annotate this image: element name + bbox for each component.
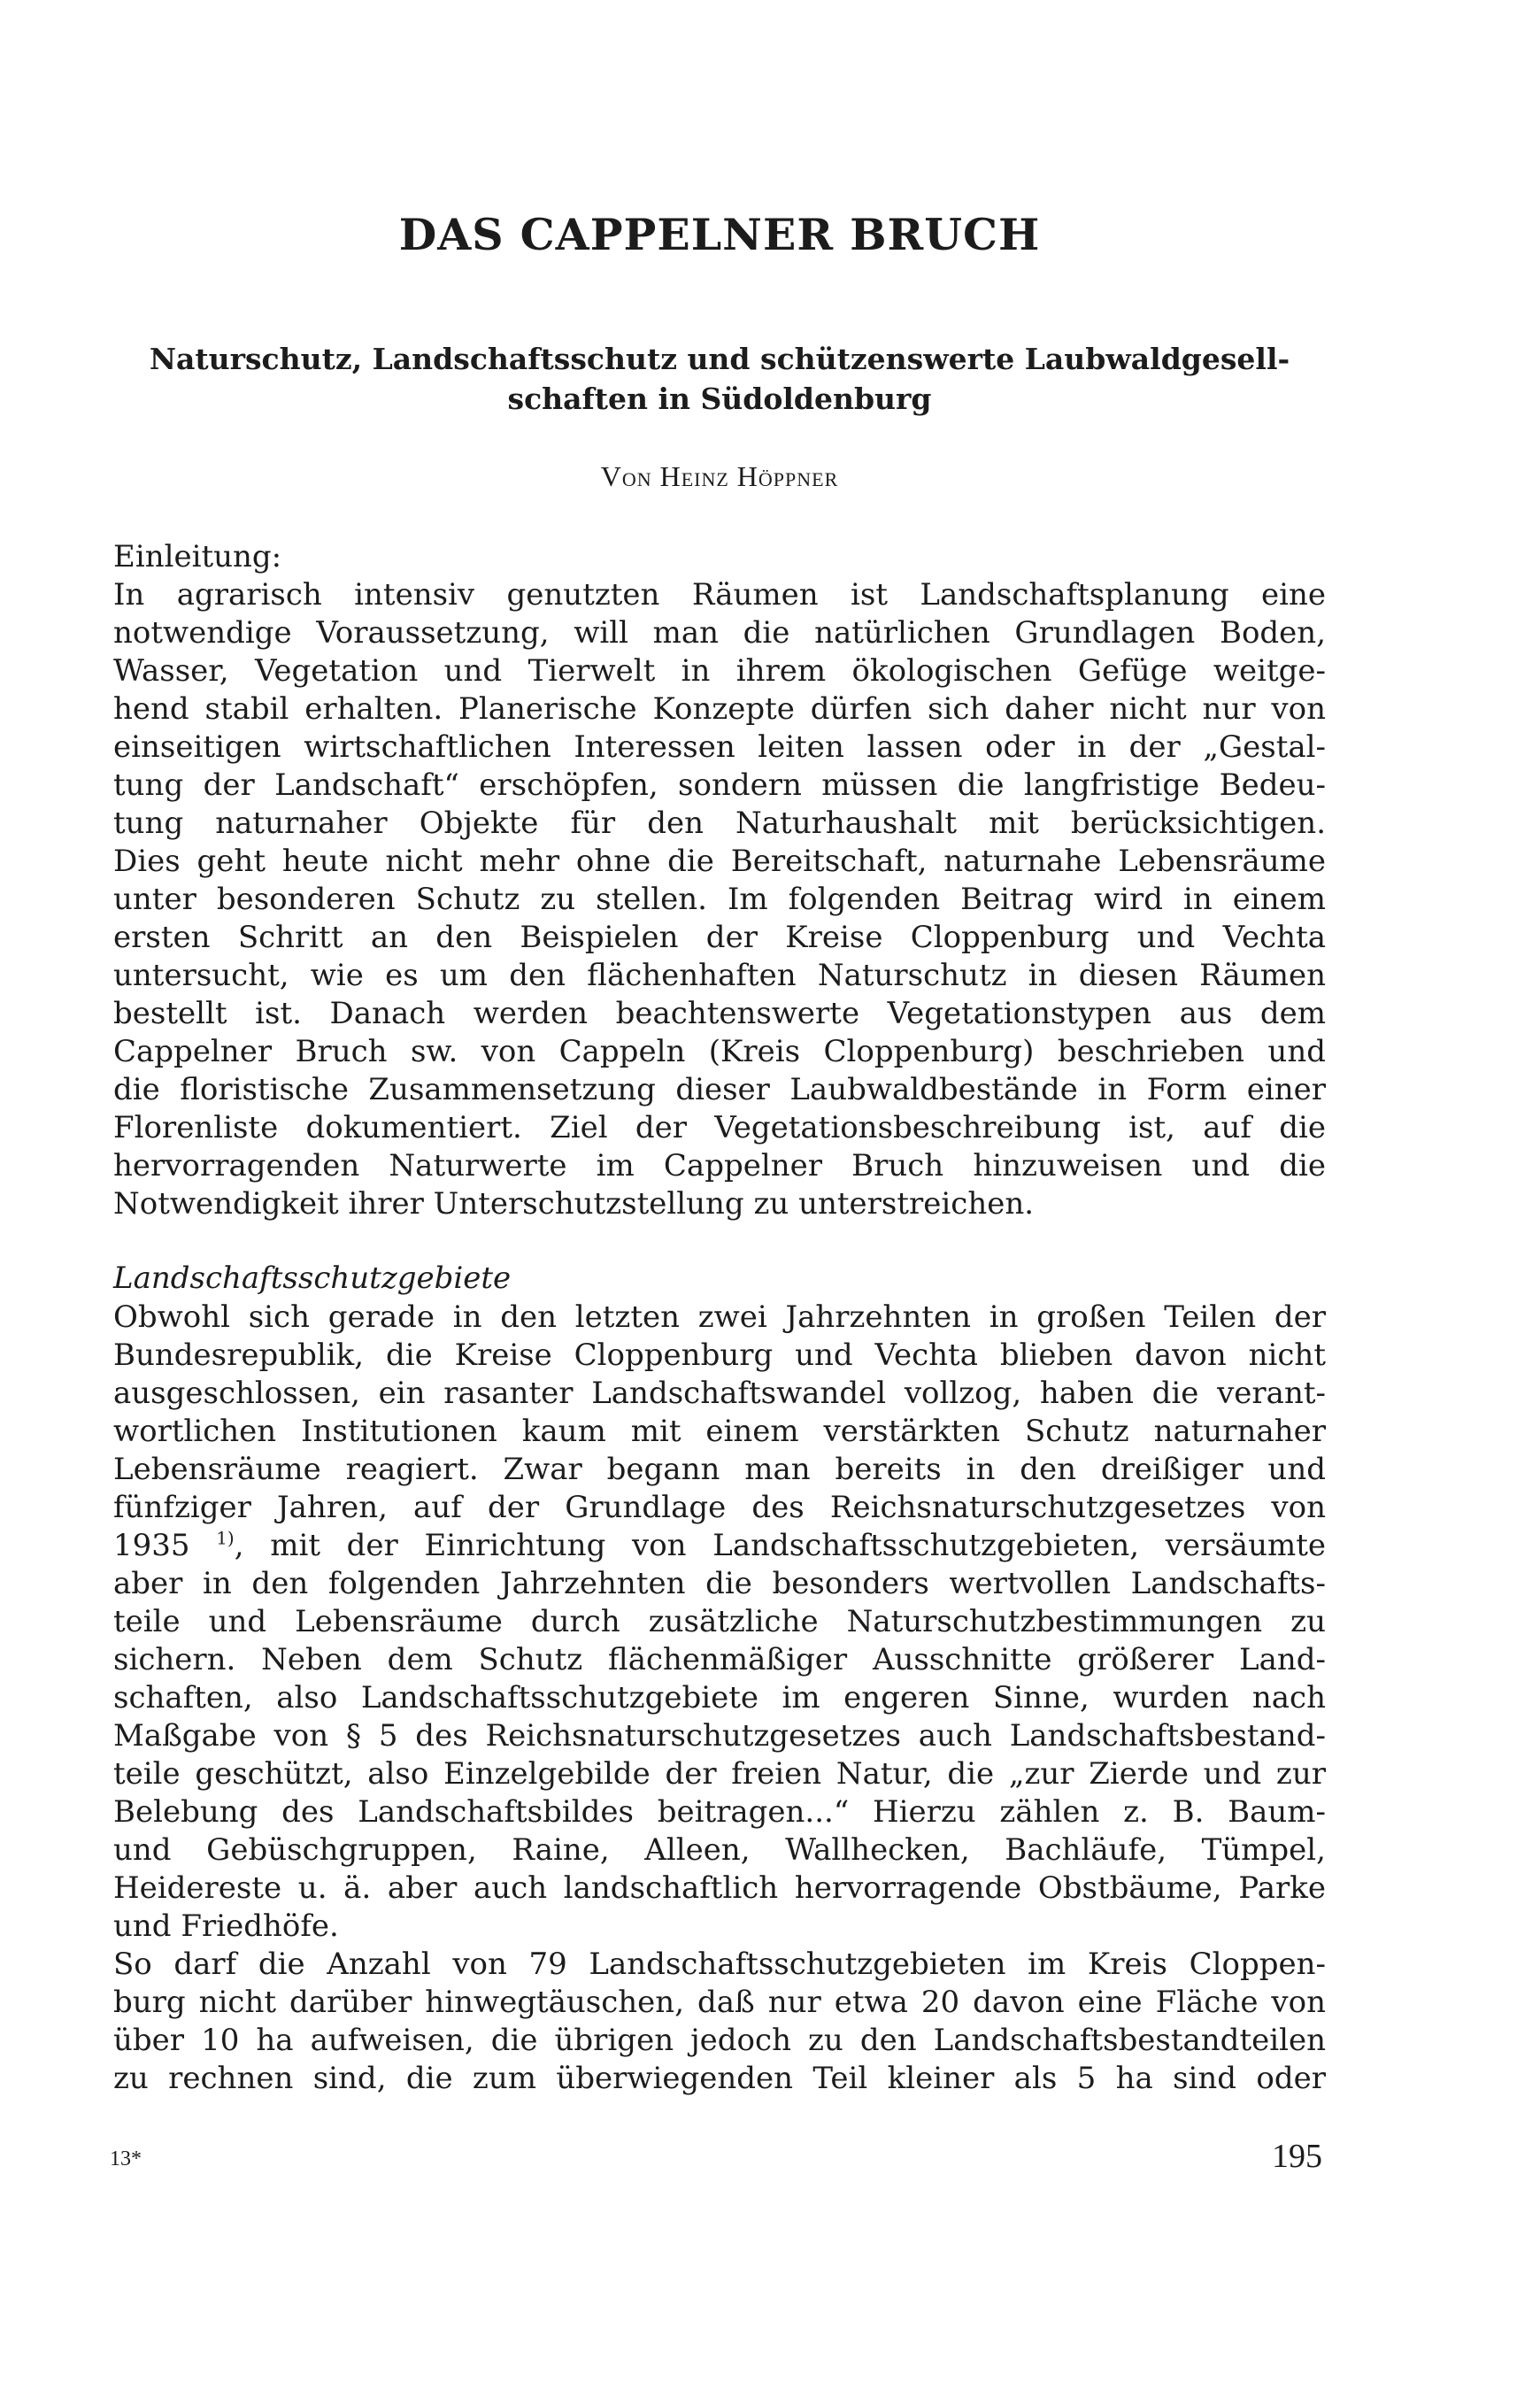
- text-line: burg nicht darüber hinwegtäuschen, daß nur etwa 20 davon eine Fläche von: [113, 1985, 1326, 2020]
- text-line: ausgeschlossen, ein rasanter Landschaftswandel vollzog, haben die verant-: [113, 1376, 1326, 1411]
- article-title: DAS CAPPELNER BRUCH: [398, 209, 1041, 260]
- subtitle-line: Naturschutz, Landschaftsschutz und schützenswerte Laubwaldgesell-: [149, 342, 1290, 376]
- section-paragraph-1: [113, 1299, 1326, 1527]
- text-line: In agrarisch intensiv genutzten Räumen ist Landschaftsplanung eine: [113, 577, 1326, 613]
- section-paragraph-1-continued: [113, 1565, 1326, 1946]
- text-line: einseitigen wirtschaftlichen Interessen leiten lassen oder in der „Gestal-: [113, 729, 1326, 765]
- text-line: aber in den folgenden Jahrzehnten die besonders wertvollen Landschafts-: [113, 1566, 1326, 1601]
- text-line: Wasser, Vegetation und Tierwelt in ihrem ökologischen Gefüge weitge-: [113, 653, 1326, 689]
- text-line: Bundesrepublik, die Kreise Cloppenburg und Vechta blieben davon nicht: [113, 1338, 1326, 1373]
- subtitle-line: schaften in Südoldenburg: [507, 382, 932, 416]
- text-line: sichern. Neben dem Schutz flächenmäßiger Ausschnitte größerer Land-: [113, 1642, 1326, 1677]
- text-line: bestellt ist. Danach werden beachtenswerte Vegetationstypen aus dem: [113, 996, 1326, 1031]
- text-line: So darf die Anzahl von 79 Landschaftsschutzgebieten im Kreis Cloppen-: [113, 1947, 1326, 1982]
- footnote-line: [113, 1527, 1326, 1565]
- footnote-line-end: , mit der Einrichtung von Landschaftsschutzgebieten, versäumte: [234, 1528, 1326, 1563]
- text-line: und Friedhöfe.: [113, 1908, 339, 1944]
- text-line: Heidereste u. ä. aber auch landschaftlich hervorragende Obstbäume, Parke: [113, 1870, 1326, 1906]
- text-line: wortlichen Institutionen kaum mit einem verstärkten Schutz naturnaher: [113, 1414, 1326, 1449]
- text-line: teile und Lebensräume durch zusätzliche Naturschutzbestimmungen zu: [113, 1604, 1326, 1639]
- intro-paragraph: [113, 576, 1326, 1223]
- text-line: untersucht, wie es um den flächenhaften Naturschutz in diesen Räumen: [113, 958, 1326, 993]
- text-line: unter besonderen Schutz zu stellen. Im folgenden Beitrag wird in einem: [113, 882, 1326, 917]
- intro-block: [113, 538, 1326, 1223]
- text-line: fünfziger Jahren, auf der Grundlage des Reichsnaturschutzgesetzes von: [113, 1490, 1326, 1525]
- section-paragraph-2: [113, 1946, 1326, 2098]
- text-line: Florenliste dokumentiert. Ziel der Vegetationsbeschreibung ist, auf die: [113, 1110, 1326, 1145]
- text-line: Obwohl sich gerade in den letzten zwei Jahrzehnten in großen Teilen der: [113, 1299, 1326, 1335]
- article-subtitle: [113, 339, 1326, 419]
- section-body: [113, 1299, 1326, 2098]
- text-line: teile geschützt, also Einzelgebilde der freien Natur, die „zur Zierde und zur: [113, 1756, 1326, 1792]
- text-line: ersten Schritt an den Beispielen der Kreise Cloppenburg und Vechta: [113, 920, 1326, 955]
- text-line: Lebensräume reagiert. Zwar begann man bereits in den dreißiger und: [113, 1452, 1326, 1487]
- page-number: 195: [1272, 2138, 1322, 2175]
- text-line: hend stabil erhalten. Planerische Konzepte dürfen sich daher nicht nur von: [113, 691, 1326, 727]
- text-line: Dies geht heute nicht mehr ohne die Bereitschaft, naturnahe Lebensräume: [113, 844, 1326, 879]
- text-line: zu rechnen sind, die zum überwiegenden Teil kleiner als 5 ha sind oder: [113, 2061, 1326, 2096]
- section-heading: Landschaftsschutzgebiete: [113, 1261, 512, 1296]
- footnote-mark: 1): [216, 1527, 235, 1549]
- author-byline: Von Heinz Höppner: [600, 460, 839, 492]
- text-line: über 10 ha aufweisen, die übrigen jedoch zu den Landschaftsbestandteilen: [113, 2023, 1326, 2058]
- text-line: tung naturnaher Objekte für den Naturhaushalt mit berücksichtigen.: [113, 806, 1326, 841]
- text-line: tung der Landschaft“ erschöpfen, sondern müssen die langfristige Bedeu-: [113, 767, 1326, 803]
- text-line: Cappelner Bruch sw. von Cappeln (Kreis Cloppenburg) beschrieben und: [113, 1034, 1326, 1069]
- intro-heading: Einleitung:: [113, 539, 282, 574]
- text-line: notwendige Voraussetzung, will man die natürlichen Grundlagen Boden,: [113, 615, 1326, 651]
- signature-mark: 13*: [110, 2147, 142, 2170]
- text-line: Notwendigkeit ihrer Unterschutzstellung zu unterstreichen.: [113, 1186, 1035, 1222]
- text-line: die floristische Zusammensetzung dieser Laubwaldbestände in Form einer: [113, 1072, 1326, 1107]
- footnote-line-start: 1935: [113, 1528, 217, 1563]
- text-line: und Gebüschgruppen, Raine, Alleen, Wallhecken, Bachläufe, Tümpel,: [113, 1832, 1326, 1868]
- text-line: Belebung des Landschaftsbildes beitragen...“ Hierzu zählen z. B. Baum-: [113, 1794, 1326, 1830]
- text-line: schaften, also Landschaftsschutzgebiete im engeren Sinne, wurden nach: [113, 1680, 1326, 1715]
- text-line: Maßgabe von § 5 des Reichsnaturschutzgesetzes auch Landschaftsbestand-: [113, 1718, 1326, 1754]
- text-line: hervorragenden Naturwerte im Cappelner Bruch hinzuweisen und die: [113, 1148, 1326, 1183]
